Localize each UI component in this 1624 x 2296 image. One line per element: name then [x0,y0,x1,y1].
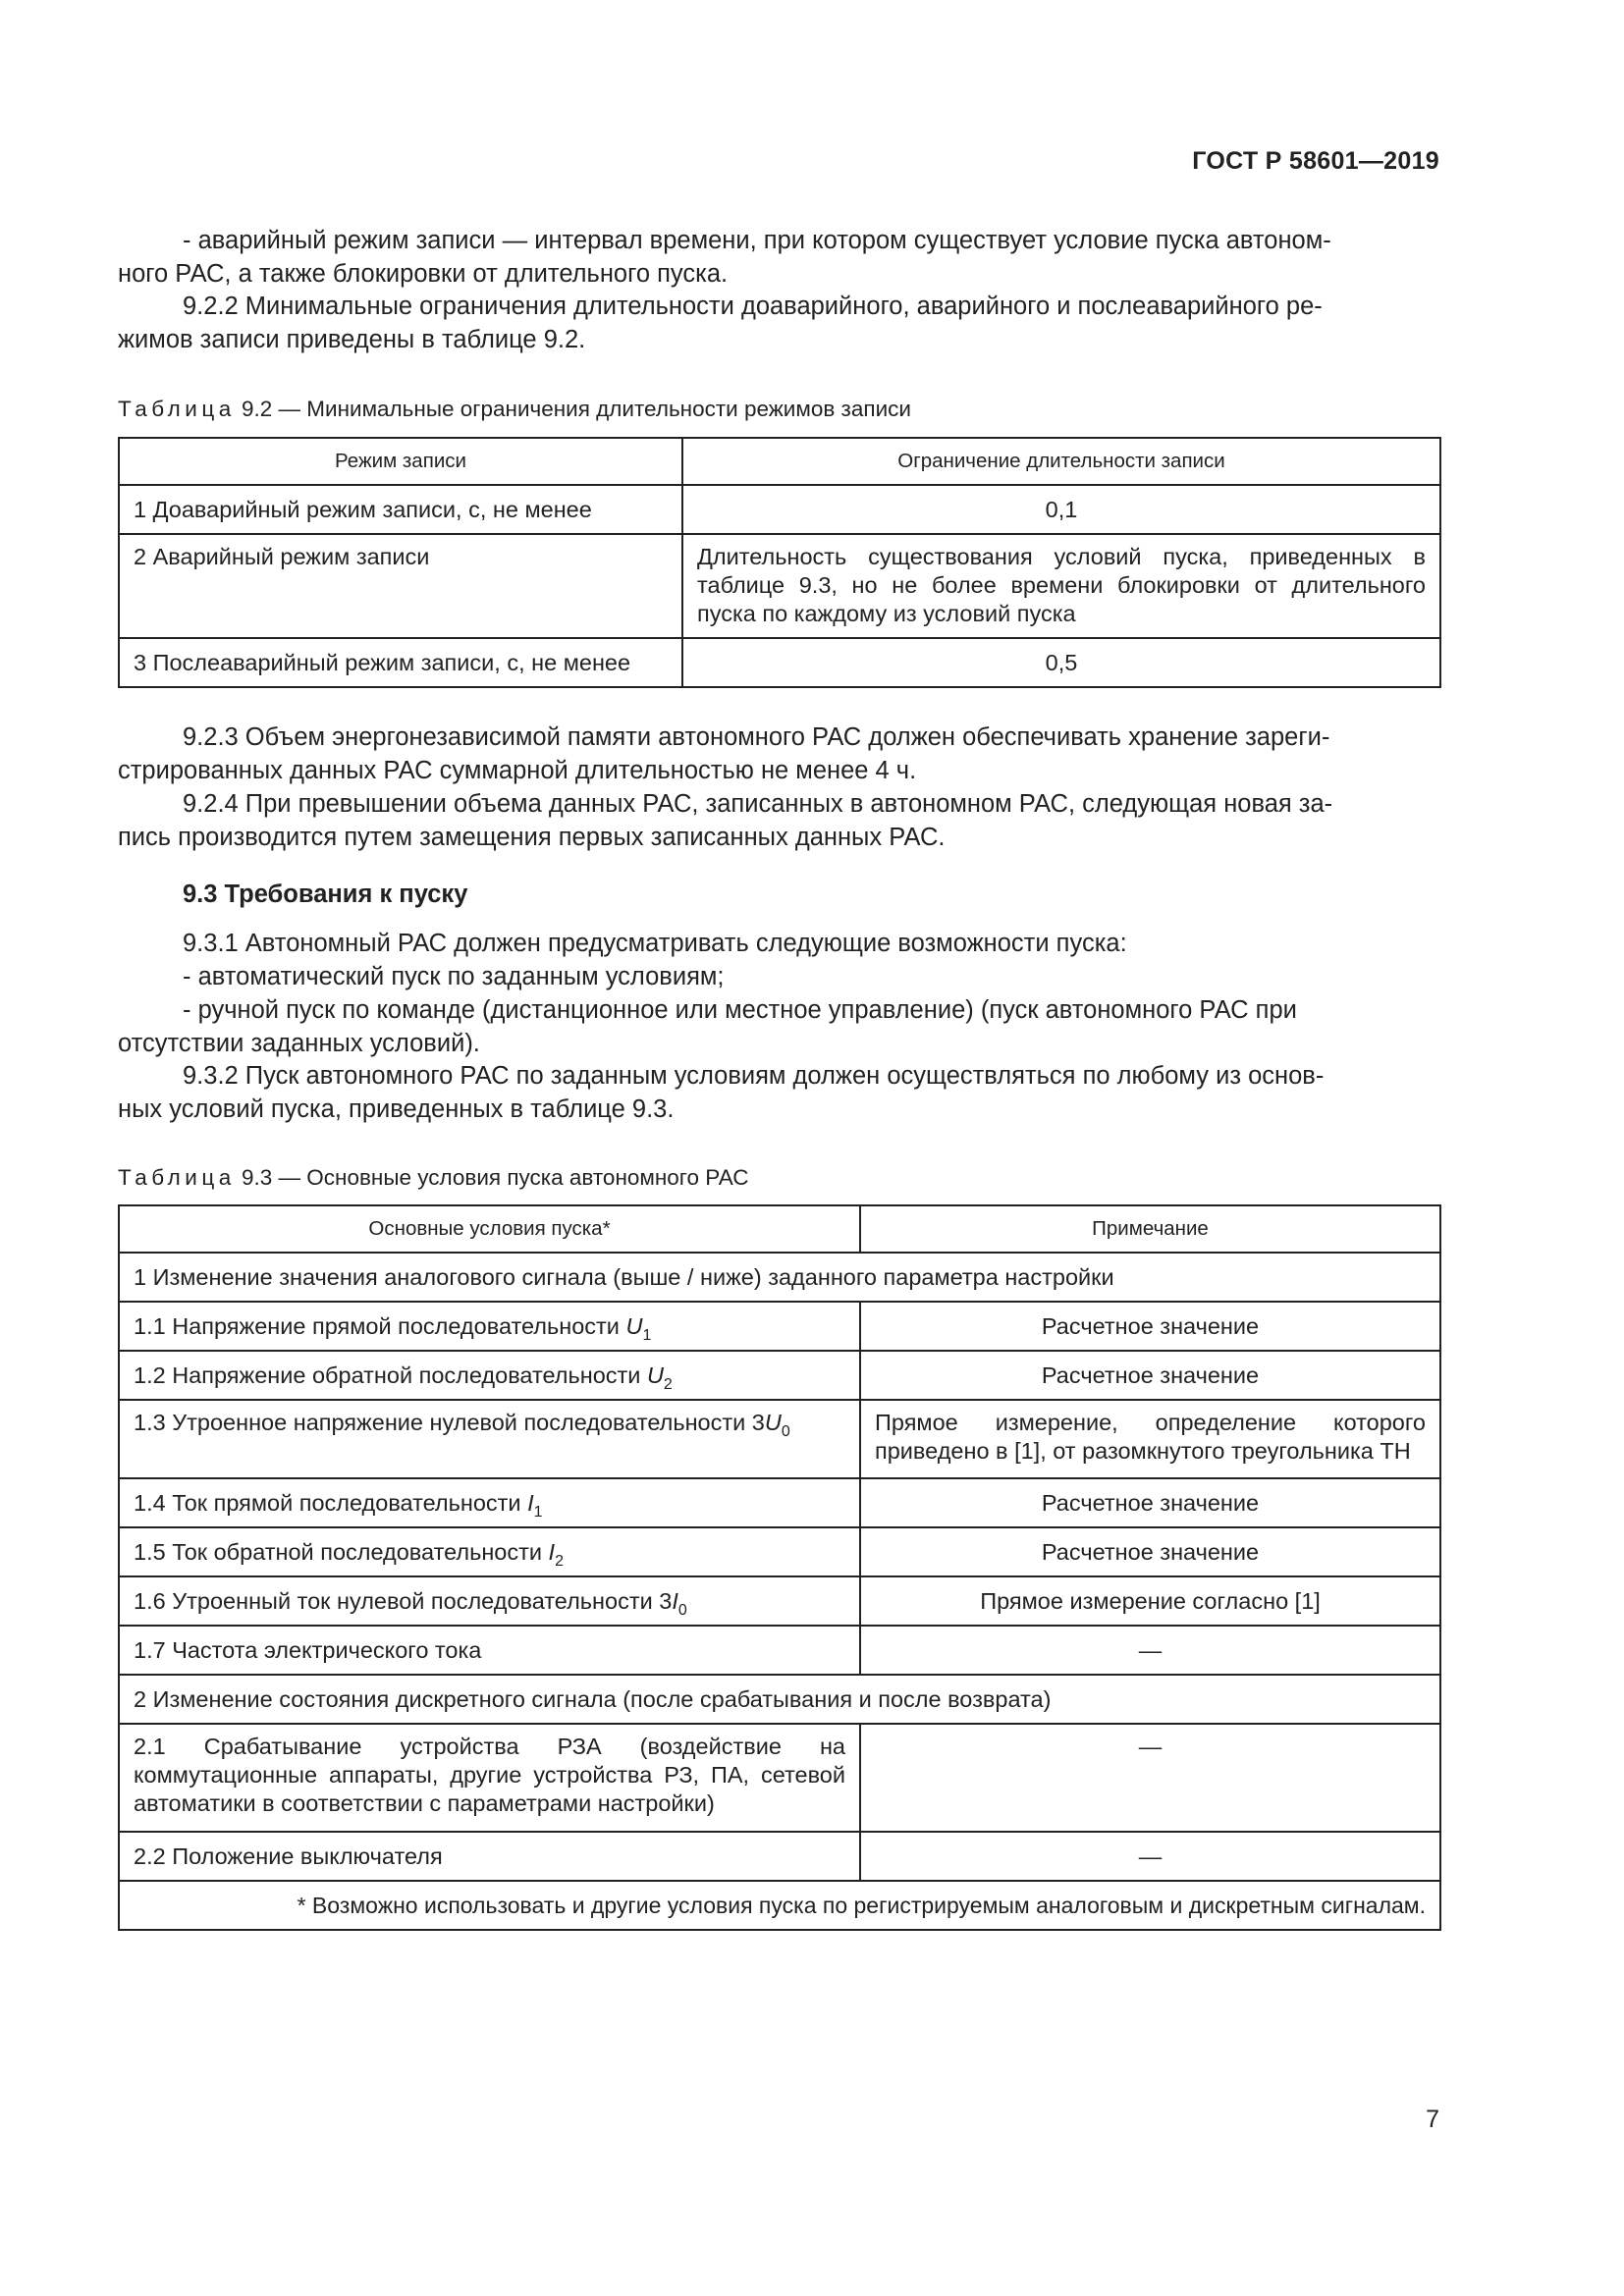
note-cell: Расчетное значение [860,1351,1440,1400]
mode-cell: 1 Доаварийный режим записи, с, не менее [119,485,682,534]
table-row [119,1832,1440,1881]
paragraph-9-2-3: 9.2.3 Объем энергонезависимой памяти автономного РАС должен обеспечивать хранение зареги- стрированных данных РАС суммарной длительностью не менее 4 ч. [118,723,1330,784]
condition-cell: 1.4 Ток прямой последовательности $I_1$ [119,1478,860,1527]
limit-cell: 0,1 [682,485,1440,534]
table-row [119,485,1440,534]
column-header-conditions: Основные условия пуска* [119,1205,860,1253]
note-cell: — [860,1724,1440,1832]
condition-cell: 1.6 Утроенный ток нулевой последовательности $3I_0$ [119,1576,860,1626]
note-cell: Прямое измерение согласно [1] [860,1576,1440,1626]
condition-cell: 1.7 Частота электрического тока [119,1626,860,1675]
table-row [119,1400,1440,1478]
bullet-emergency-mode: - аварийный режим записи — интервал времени, при котором существует условие пуска автоном- ного РАС, а также блокировки от длительного пуска. [118,227,1331,288]
bullet-automatic-start: - автоматический пуск по заданным условиям; [183,963,725,990]
mode-cell: 3 Послеаварийный режим записи, с, не менее [119,638,682,687]
condition-cell: 2.2 Положение выключателя [119,1832,860,1881]
table-footnote: * Возможно использовать и другие условия пуска по регистрируемым аналоговым и дискретным сигналам. [119,1881,1440,1930]
condition-cell: 1.2 Напряжение обратной последовательности $U_2$ [119,1351,860,1400]
paragraph-9-2-4: 9.2.4 При превышении объема данных РАС, записанных в автономном РАС, следующая новая за- пись производится путем замещения первых записанных данных РАС. [118,790,1333,851]
condition-cell: 1.1 Напряжение прямой последовательности $U_1$ [119,1302,860,1351]
note-cell: — [860,1626,1440,1675]
paragraph-9-2-2: 9.2.2 Минимальные ограничения длительности доаварийного, аварийного и послеаварийного ре- жимов записи приведены в таблице 9.2. [118,293,1323,353]
mode-cell: 2 Аварийный режим записи [119,534,682,638]
table-row [119,1724,1440,1832]
note-cell: Прямое измерение, определение которого приведено в [1], от разомкнутого треугольника ТН [860,1400,1440,1478]
note-cell: Расчетное значение [860,1527,1440,1576]
group-analog: 1 Изменение значения аналогового сигнала (выше / ниже) заданного параметра настройки [119,1253,1440,1302]
table-row [119,1576,1440,1626]
table-header-row [119,1205,1440,1253]
table-row [119,1351,1440,1400]
condition-cell: 1.5 Ток обратной последовательности $I_2$ [119,1527,860,1576]
paragraph-9-3-2: 9.3.2 Пуск автономного РАС по заданным условиям должен осуществляться по любому из основ- ных условий пуска, приведенных в таблице 9.3. [118,1062,1325,1123]
table-9-2-caption: Таблица 9.2 — Минимальные ограничения длительности режимов записи [118,397,911,421]
note-cell: Расчетное значение [860,1302,1440,1351]
table-row [119,1478,1440,1527]
group-discrete: 2 Изменение состояния дискретного сигнала (после срабатывания и после возврата) [119,1675,1440,1724]
condition-cell: 1.3 Утроенное напряжение нулевой последовательности $3U_0$ [119,1400,860,1478]
standard-code: ГОСТ Р 58601—2019 [1192,147,1439,175]
section-title-9-3: 9.3 Требования к пуску [183,881,468,908]
table-row [119,638,1440,687]
table-9-3-caption: Таблица 9.3 — Основные условия пуска автономного РАС [118,1165,749,1190]
table-9-3 [118,1204,1441,1931]
table-row [119,1302,1440,1351]
bullet-manual-start: - ручной пуск по команде (дистанционное или местное управление) (пуск автономного РАС при отсутствии заданных условий). [118,996,1297,1057]
condition-cell: 2.1 Срабатывание устройства РЗА (воздействие на коммутационные аппараты, другие устройства РЗ, ПА, сетевой автоматики в соответствии с параметрами настройки) [119,1724,860,1832]
table-header-row [119,438,1440,485]
table-row [119,534,1440,638]
note-cell: — [860,1832,1440,1881]
table-row [119,1527,1440,1576]
limit-cell: 0,5 [682,638,1440,687]
note-cell: Расчетное значение [860,1478,1440,1527]
table-group-row [119,1253,1440,1302]
column-header-note: Примечание [860,1205,1440,1253]
column-header-mode: Режим записи [119,438,682,485]
paragraph-9-3-1: 9.3.1 Автономный РАС должен предусматривать следующие возможности пуска: [183,930,1127,957]
limit-cell: Длительность существования условий пуска, приведенных в таблице 9.3, но не более времени блокировки от длительного пуска по каждому из условий пуска [682,534,1440,638]
table-row [119,1626,1440,1675]
table-group-row [119,1675,1440,1724]
page-number: 7 [1426,2106,1439,2133]
column-header-limit: Ограничение длительности записи [682,438,1440,485]
table-9-2 [118,437,1441,688]
table-footnote-row [119,1881,1440,1930]
